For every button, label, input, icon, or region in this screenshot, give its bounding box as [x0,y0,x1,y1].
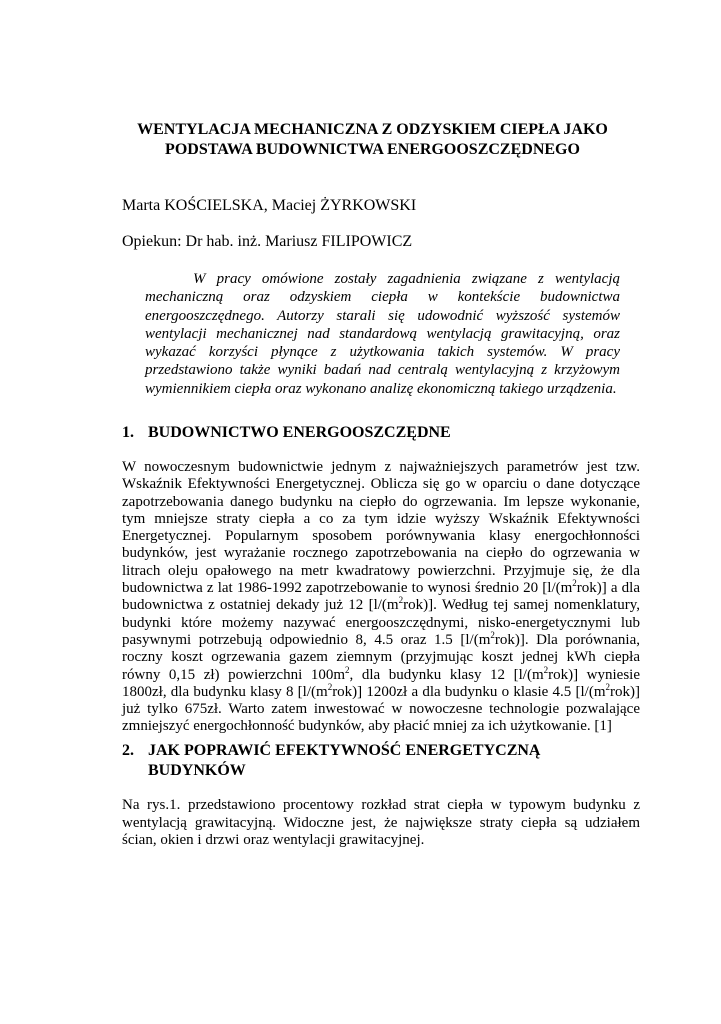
authors: Marta KOŚCIELSKA, Maciej ŻYRKOWSKI [122,197,417,214]
section-2-heading [122,741,622,781]
paragraph-text: rok)] 1200zł a dla budynku o klasie 4.5 [l/(m [332,683,606,700]
section-1-title: BUDOWNICTWO ENERGOOSZCZĘDNE [148,424,451,441]
paragraph-text: rok)]. Dla porównania, roczny koszt ogrzewania gazem ziemnym (przyjmując koszt jednej kWh ciepła równy 0,15 zł) powierzchni 100m [122,631,640,683]
paragraph-text: rok)] już tylko 675zł. Warto zatem inwestować w nowoczesne technologie pozwalające zmniejszyć energochłonność budynków, aby płacić mniej za ich użytkowanie. [1] [122,683,640,735]
abstract: W pracy omówione zostały zagadnienia związane z wentylacją mechaniczną oraz odzyskiem ciepła w kontekście budownictwa energooszczędnego. Autorzy starali się udowodnić wyższość systemów wentylacji mechanicznej nad standardową wentylacją grawitacyjną, oraz wykazać korzyści płynące z użytkowania takich systemów. W pracy przedstawiono także wyniki badań nad centralą wentylacyjną z krzyżowym wymiennikiem ciepła oraz wykonano analizę ekonomiczną takiego urządzenia. [145,271,620,397]
paragraph-text: W nowoczesnym budownictwie jednym z najważniejszych parametrów jest tzw. Wskaźnik Efektywności Energetycznej. Oblicza się go w oparciu o dane dotyczące zapotrzebowania danego budynku na ciepło do ogrzewania. Im lepsze wykonanie, tym mniejsze straty ciepła a co za tym idzie wyższy Wskaźnik Efektywności Energetycznej. Popularnym sposobem porównywania klasy energochłonności budynków, jest wyrażanie rocznego zapotrzebowania na ciepło do ogrzewania w litrach oleju opałowego na metr kwadratowy powierzchni. Przyjmuje się, że dla budownictwa z lat 1986-1992 zapotrzebowanie to wynosi średnio 20 [l/(m [122,459,640,597]
section-1-paragraph [122,459,640,736]
superscript: 2 [327,681,333,692]
superscript: 2 [490,629,495,640]
paper-title-line-1: WENTYLACJA MECHANICZNA Z ODZYSKIEM CIEPŁA JAKO [137,121,608,138]
superscript: 2 [605,681,610,692]
paragraph-text: rok)] wyniesie 1800zł, dla budynku klasy 8 [l/(m [122,666,641,700]
paragraph-text: rok)]. Według tej samej nomenklatury, budynki które możemy nazywać energooszczędnymi, nisko-energetycznymi lub pasywnymi potrzebują odpowiednio 8, 4.5 oraz 1.5 [l/(m [122,597,640,648]
superscript: 2 [572,578,577,589]
superscript: 2 [345,664,350,675]
paper-title [110,120,635,160]
paper-title-line-2: PODSTAWA BUDOWNICTWA ENERGOOSZCZĘDNEGO [165,141,580,158]
section-2-title-line-2: BUDYNKÓW [148,762,246,779]
paragraph-text: rok)] a dla budownictwa z ostatniej dekady już 12 [l/(m [122,580,641,614]
section-2-title-line-1: JAK POPRAWIĆ EFEKTYWNOŚĆ ENERGETYCZNĄ [148,742,541,759]
superscript: 2 [398,595,404,606]
section-2-number: 2. [122,742,134,759]
paragraph-text: , dla budynku klasy 12 [l/(m [349,666,544,683]
advisor: Opiekun: Dr hab. inż. Mariusz FILIPOWICZ [122,233,413,250]
section-1-heading [122,423,622,443]
superscript: 2 [543,664,549,675]
section-1-number: 1. [122,424,134,441]
section-2-paragraph: Na rys.1. przedstawiono procentowy rozkład strat ciepła w typowym budynku z wentylacją grawitacyjną. Widoczne jest, że największe straty ciepła są udziałem ścian, okien i drzwi oraz wentylacji grawitacyjnej. [122,797,640,848]
